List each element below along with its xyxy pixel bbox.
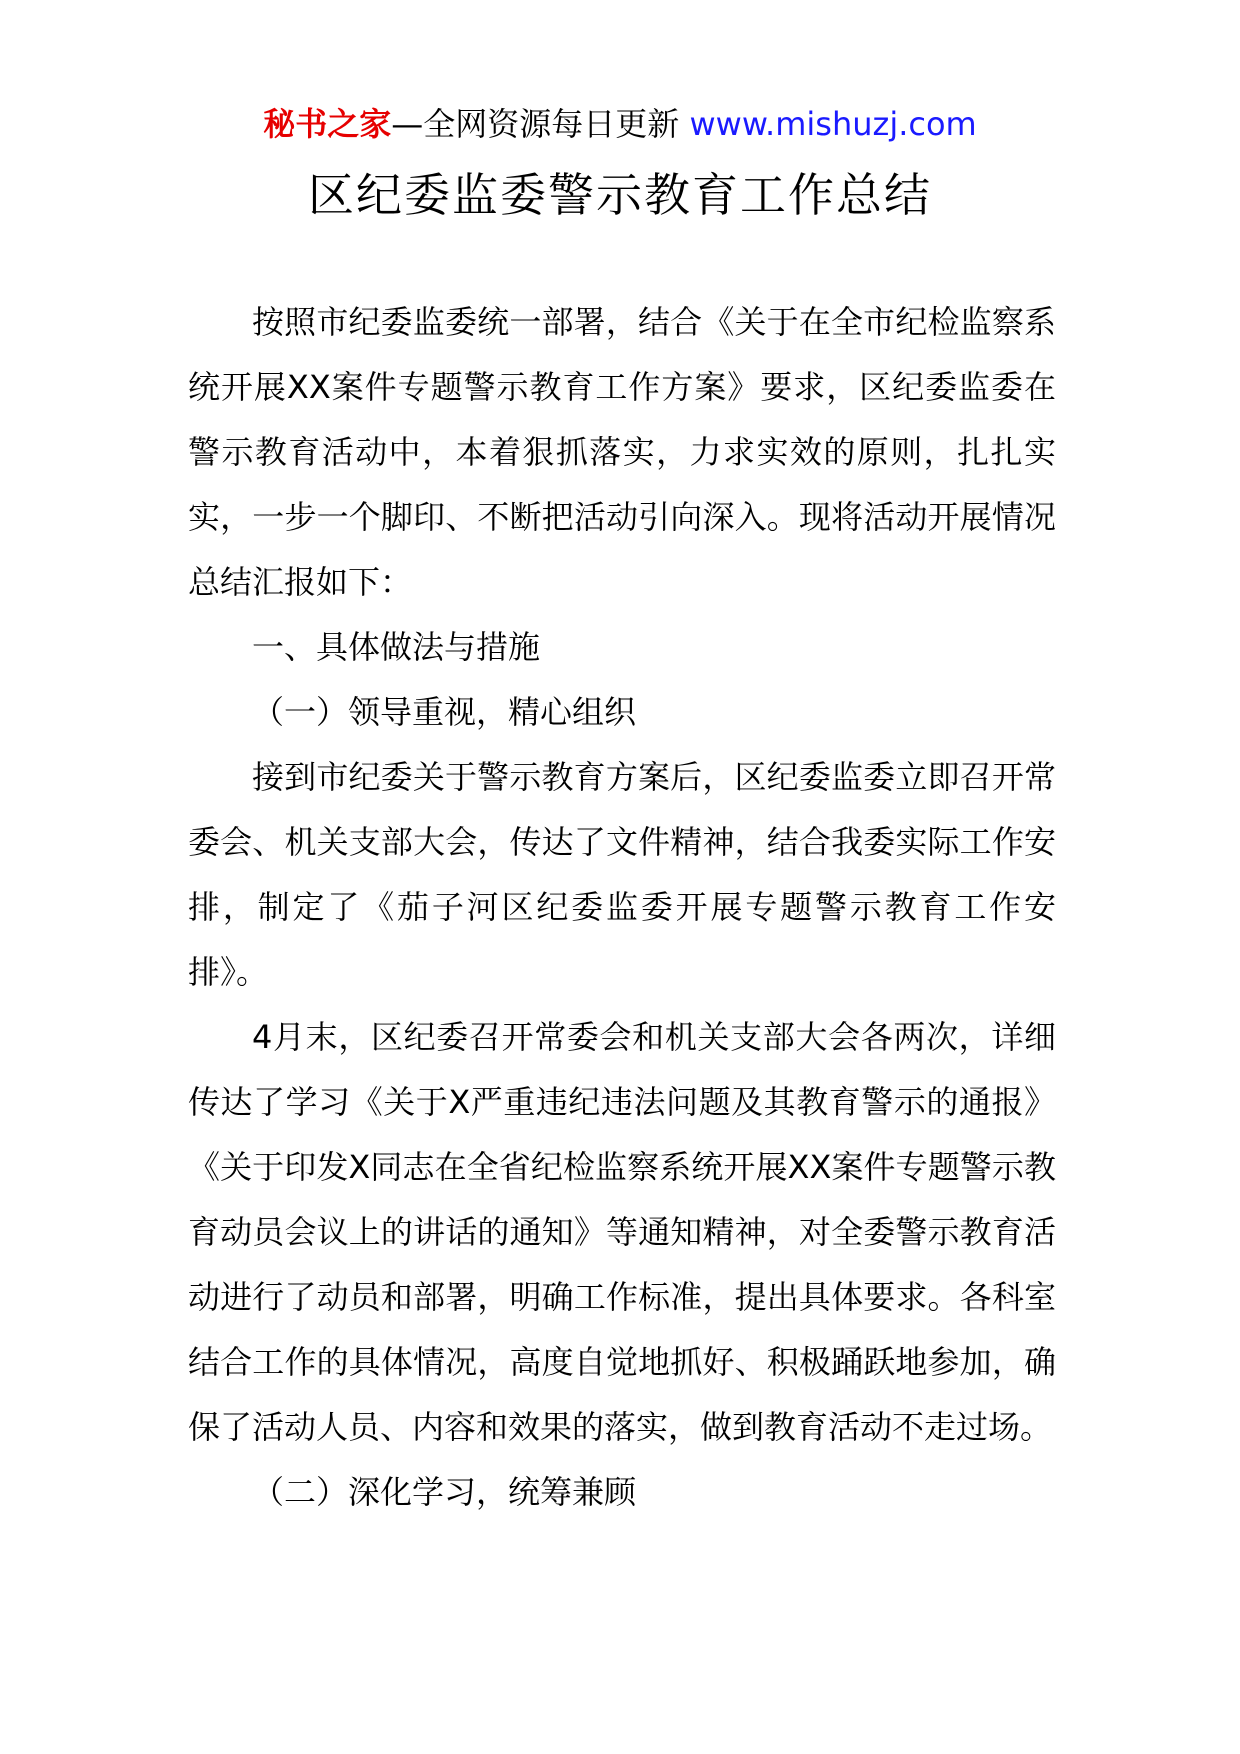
paragraph-body: 4月末，区纪委召开常委会和机关支部大会各两次，详细传达了学习《关于X严重违纪违法问题及其教育警示的通报》《关于印发X同志在全省纪检监察系统开展XX案件专题警示教育动员会议上的讲话的通知》等通知精神，对全委警示教育活动进行了动员和部署，明确工作标准，提出具体要求。各科室结合工作的具体情况，高度自觉地抓好、积极踊跃地参加，确保了活动人员、内容和效果的落实，做到教育活动不走过场。 <box>188 1018 1056 1446</box>
document-title: 区纪委监委警示教育工作总结 <box>308 168 932 222</box>
paragraph-intro: 按照市纪委监委统一部署，结合《关于在全市纪检监察系统开展XX案件专题警示教育工作方案》要求，区纪委监委在警示教育活动中，本着狠抓落实，力求实效的原则，扎扎实实，一步一个脚印、不断把活动引向深入。现将活动开展情况总结汇报如下： <box>188 303 1056 601</box>
heading-section-1: 一、具体做法与措施 <box>252 628 541 666</box>
site-header <box>0 100 1240 148</box>
site-url[interactable]: www.mishuzj.com <box>689 105 977 143</box>
heading-subsection-2: （二）深化学习，统筹兼顾 <box>252 1473 637 1511</box>
site-slogan: —全网资源每日更新 <box>391 105 690 143</box>
paragraph-body: 接到市纪委关于警示教育方案后，区纪委监委立即召开常委会、机关支部大会，传达了文件精神，结合我委实际工作安排，制定了《茄子河区纪委监委开展专题警示教育工作安排》。 <box>188 758 1056 991</box>
site-brand: 秘书之家 <box>263 105 392 143</box>
document-body <box>188 290 1056 1525</box>
heading-subsection-1: （一）领导重视，精心组织 <box>252 693 637 731</box>
